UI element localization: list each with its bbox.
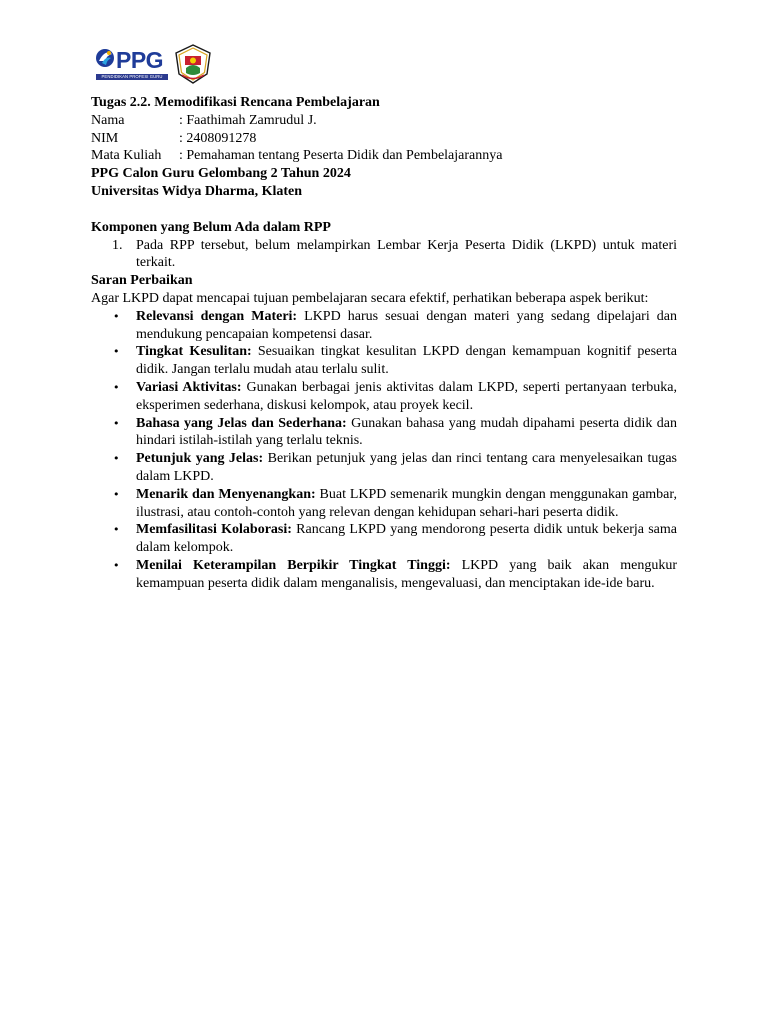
university-seal-icon: [174, 44, 212, 84]
list-item: [91, 486, 677, 522]
bullet-icon: •: [113, 558, 120, 572]
field-row-nim: [91, 130, 677, 148]
list-item-text: Buat LKPD semenarik mungkin dengan menggunakan gambar, ilustrasi, atau contoh-contoh yang relevan dengan kehidupan sehari-hari peserta didik.: [136, 486, 677, 520]
list-item-term: Menarik dan Menyenangkan:: [136, 486, 316, 502]
list-item-text: LKPD yang baik akan mengukur kemampuan peserta didik dalam menganalisis, mengevaluasi, dan menciptakan ide-ide baru.: [136, 557, 677, 591]
field-value: : Pemahaman tentang Peserta Didik dan Pembelajarannya: [179, 148, 503, 164]
section1-list: [91, 237, 677, 273]
list-item: [91, 237, 677, 273]
list-item-text: Pada RPP tersebut, belum melampirkan Lembar Kerja Peserta Didik (LKPD) untuk materi terkait.: [136, 237, 677, 271]
list-item: [91, 308, 677, 344]
list-item-text: Berikan petunjuk yang jelas dan rinci tentang cara menyelesaikan tugas dalam LKPD.: [136, 451, 677, 484]
list-item-term: Relevansi dengan Materi:: [136, 308, 298, 324]
list-item-term: Variasi Aktivitas:: [136, 379, 242, 395]
university-name: Universitas Widya Dharma, Klaten: [91, 183, 303, 199]
list-item-term: Tingkat Kesulitan:: [136, 344, 252, 360]
list-item-text: Rancang LKPD yang mendorong peserta didik untuk bekerja sama dalam kelompok.: [136, 522, 677, 556]
list-item-text: LKPD harus sesuai dengan materi yang sedang dipelajari dan mendukung pencapaian kompetensi dasar.: [136, 308, 678, 342]
list-item: [91, 557, 677, 593]
list-item-term: Bahasa yang Jelas dan Sederhana:: [136, 415, 347, 431]
section1-heading: Komponen yang Belum Ada dalam RPP: [91, 219, 331, 235]
ppg-emblem-icon: [94, 46, 118, 74]
bullet-icon: •: [113, 345, 120, 359]
field-key: Nama: [91, 112, 125, 128]
list-item-term: Menilai Keterampilan Berpikir Tingkat Tinggi:: [136, 557, 451, 573]
ppg-logo-subtext: PENDIDIKAN PROFESI GURU: [96, 74, 168, 80]
field-row-mata-kuliah: [91, 147, 677, 165]
list-item-text: Gunakan berbagai jenis aktivitas dalam LKPD, seperti pertanyaan terbuka, eksperimen sederhana, diskusi kelompok, atau proyek kecil.: [136, 379, 678, 413]
ppg-logo-icon: [94, 46, 170, 82]
section2-intro: Agar LKPD dapat mencapai tujuan pembelajaran secara efektif, perhatikan beberapa aspek berikut:: [91, 290, 649, 306]
list-item: [91, 343, 677, 379]
field-key: NIM: [91, 130, 119, 146]
field-value: : Faathimah Zamrudul J.: [179, 112, 317, 128]
list-item: [91, 415, 677, 451]
ppg-logo-word: PPG: [116, 47, 164, 73]
spacer: [91, 201, 677, 219]
bullet-icon: •: [113, 380, 120, 394]
field-value: : 2408091278: [179, 130, 257, 146]
program-name: PPG Calon Guru Gelombang 2 Tahun 2024: [91, 166, 351, 182]
bullet-icon: •: [113, 487, 120, 501]
document-body: [91, 94, 677, 593]
bullet-icon: •: [113, 523, 120, 537]
section2-heading: Saran Perbaikan: [91, 273, 193, 289]
list-item: [91, 450, 677, 486]
bullet-icon: •: [113, 416, 120, 430]
field-row-nama: [91, 112, 677, 130]
list-item: [91, 521, 677, 557]
list-item-term: Memfasilitasi Kolaborasi:: [136, 522, 292, 538]
list-item-term: Petunjuk yang Jelas:: [136, 451, 264, 467]
header-logos: [94, 44, 212, 84]
field-key: Mata Kuliah: [91, 148, 162, 164]
list-number: 1.: [112, 237, 123, 253]
section2-bullet-list: [91, 308, 677, 593]
bullet-icon: •: [113, 309, 120, 323]
list-item: [91, 379, 677, 415]
assignment-title: Tugas 2.2. Memodifikasi Rencana Pembelajaran: [91, 95, 380, 110]
list-item-text: Gunakan bahasa yang mudah dipahami peserta didik dan hindari istilah-istilah yang terlalu teknis.: [136, 415, 677, 449]
list-item-text: Sesuaikan tingkat kesulitan LKPD dengan kemampuan kognitif peserta didik. Jangan terlalu mudah atau terlalu sulit.: [136, 344, 678, 378]
bullet-icon: •: [113, 452, 120, 466]
